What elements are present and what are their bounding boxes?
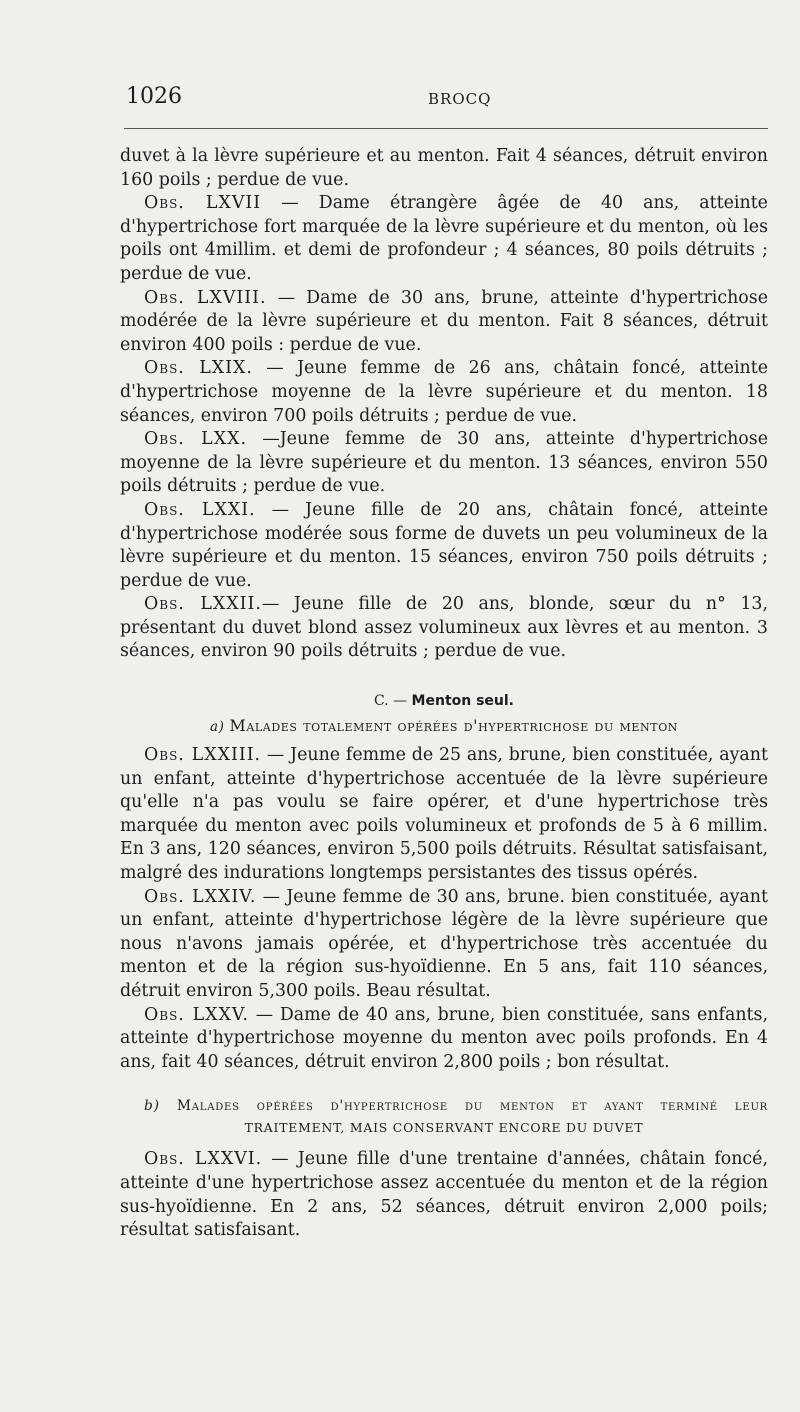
observation-label: Obs. LXVII <box>144 193 262 214</box>
observation-paragraph: Obs. LXXV. — Dame de 40 ans, brune, bien constituée, sans enfants, atteinte d'hypertrichose moyenne du menton avec poils profonds. En 4 ans, fait 40 séances, détruit environ 2,800 poils ; bon résultat. <box>120 1004 769 1072</box>
section-heading-title: Menton seul. <box>411 693 515 710</box>
subsection-letter: a) <box>209 719 225 736</box>
running-head: BROCQ <box>428 90 492 108</box>
observation-label: Obs. LXXII. <box>144 594 262 615</box>
observation-label: Obs. LXX. <box>144 429 247 450</box>
observation-label: Obs. LXXV. <box>144 1004 249 1025</box>
paragraph-continuation: duvet à la lèvre supérieure et au menton. Fait 4 séances, détruit environ 160 poils ; perdue de vue. <box>120 146 768 190</box>
observation-paragraph: Obs. LXXIII. — Jeune femme de 25 ans, brune, bien constituée, ayant un enfant, atteinte d'hypertrichose accentuée de la lèvre supérieure qu'elle n'a pas voulu se faire opérer, et d'une hypertrichose très marquée du menton avec poils volumineux et profonds de 5 à 6 millim. En 3 ans, 120 séances, environ 5,500 poils détruits. Résultat satisfaisant, malgré des indurations longtemps persistantes des tissus opérés. <box>120 745 768 884</box>
observation-label: Obs. LXXIII. <box>144 745 262 766</box>
observation-paragraph: Obs. LXXIV. — Jeune femme de 30 ans, brune. bien constituée, ayant un enfant, atteinte d'hypertrichose légère de la lèvre supérieure que nous n'avons jamais opérée, et d'hypertrichose très accentuée du menton et de la région sus-hyoïdienne. En 5 ans, fait 110 séances, détruit environ 5,300 poils. Beau résultat. <box>120 886 768 1001</box>
observation-label: Obs. LXXVI. <box>144 1149 263 1170</box>
subsection-title-line2: TRAITEMENT, MAIS CONSERVANT ENCORE DU DUVET <box>244 1120 644 1136</box>
observation-paragraph: Obs. LXX. —Jeune femme de 30 ans, atteinte d'hypertrichose moyenne de la lèvre supérieure et du menton. 13 séances, environ 550 poils détruits ; perdue de vue. <box>120 429 768 497</box>
subsection-title-line1: Malades opérées d'hypertrichose du menton et ayant terminé leur <box>176 1098 768 1115</box>
page-body <box>120 145 768 1243</box>
observation-paragraph: Obs. LXXI. — Jeune fille de 20 ans, châtain foncé, atteinte d'hypertrichose modérée sous forme de duvets un peu volumineux de la lèvre supérieure et du menton. 15 séances, environ 750 poils détruits ; perdue de vue. <box>120 499 768 591</box>
observation-paragraph: Obs. LXIX. — Jeune femme de 26 ans, châtain foncé, atteinte d'hypertrichose moyenne de la lèvre supérieure et du menton. 18 séances, environ 700 poils détruits ; perdue de vue. <box>120 358 769 426</box>
header-rule <box>124 128 768 129</box>
subsection-letter: b) <box>144 1098 160 1115</box>
observation-label: Obs. LXXI. <box>144 499 256 520</box>
observation-label: Obs. LXXIV. <box>144 886 257 907</box>
subsection-title: Malades totalement opérées d'hypertrichose du menton <box>229 716 679 736</box>
observation-label: Obs. LXIX. <box>144 358 253 379</box>
observation-paragraph: Obs. LXXVI. — Jeune fille d'une trentaine d'années, châtain foncé, atteinte d'une hypertrichose assez accentuée du menton et de la région sus-hyoïdienne. En 2 ans, 52 séances, détruit environ 2,000 poils; résultat satisfaisant. <box>120 1149 768 1241</box>
observation-paragraph: Obs. LXVII — Dame étrangère âgée de 40 ans, atteinte d'hypertrichose fort marquée de la lèvre supérieure et du menton, où les poils ont 4millim. et demi de profondeur ; 4 séances, 80 poils détruits ; perdue de vue. <box>120 193 768 284</box>
observation-label: Obs. LXVIII. <box>144 287 267 308</box>
observation-paragraph: Obs. LXXII.— Jeune fille de 20 ans, blonde, sœur du n° 13, présentant du duvet blond assez volumineux aux lèvres et au menton. 3 séances, environ 90 poils détruits ; perdue de vue. <box>120 594 768 662</box>
observation-paragraph: Obs. LXVIII. — Dame de 30 ans, brune, atteinte d'hypertrichose modérée de la lèvre supérieure et du menton. Fait 8 séances, détruit environ 400 poils : perdue de vue. <box>120 287 768 355</box>
page-number: 1026 <box>126 84 182 109</box>
subsection-heading-b <box>120 1096 768 1138</box>
section-heading-prefix: C. — <box>373 693 408 710</box>
page-header <box>126 84 766 114</box>
section-heading <box>120 691 768 711</box>
subsection-heading-a <box>120 715 768 738</box>
